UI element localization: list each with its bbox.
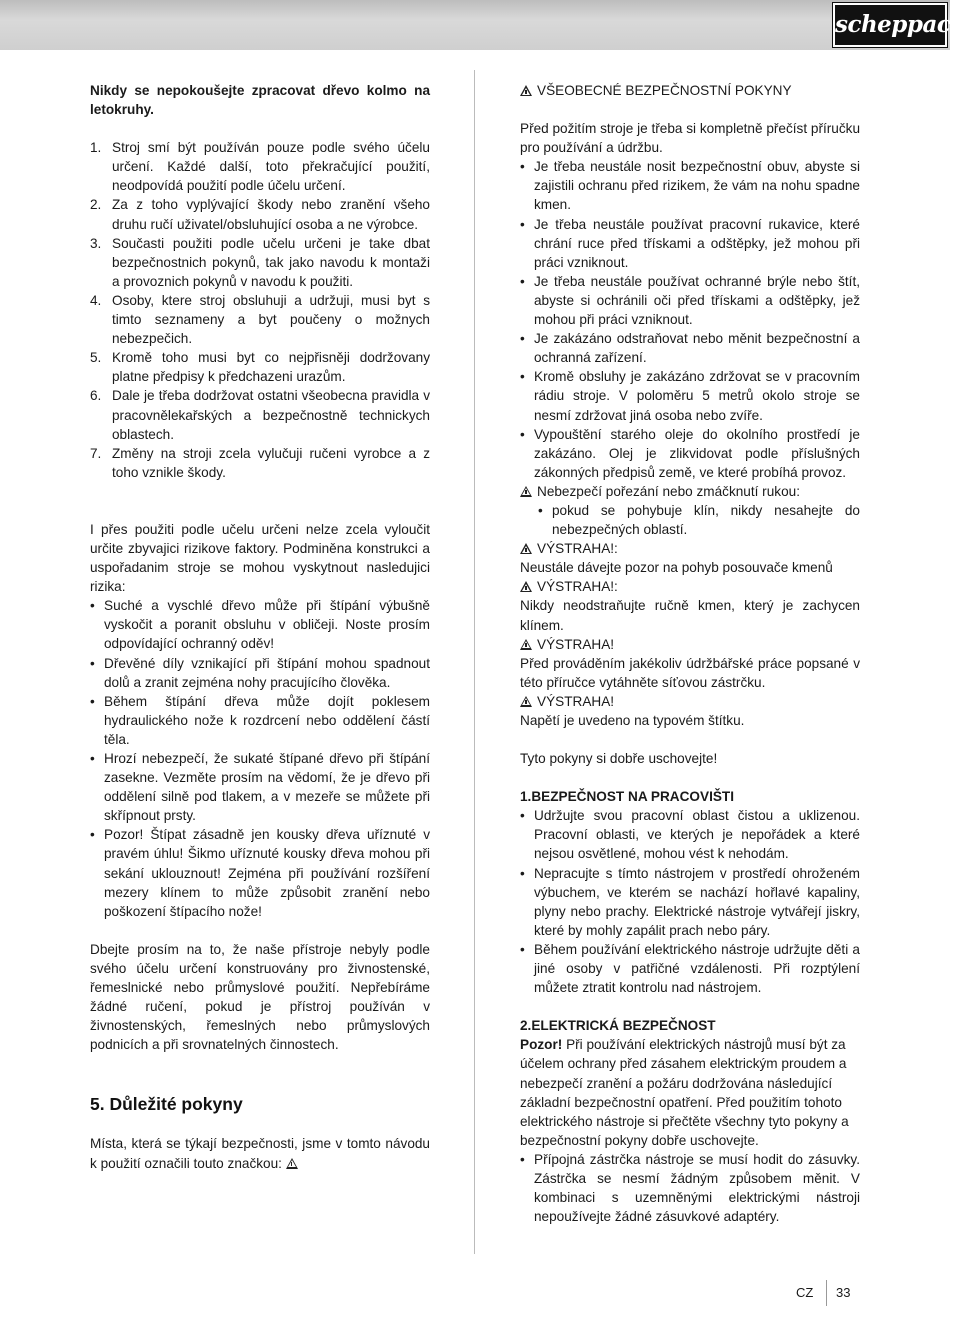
warning-triangle-icon	[520, 581, 532, 592]
cut-warning-list	[520, 501, 860, 539]
general-intro: Před požitím stroje je třeba si kompletně přečíst příručku pro používání a údržbu.	[520, 121, 860, 156]
list-item: • Přípojná zástrčka nástroje se musí hodit do zásuvky. Zástrčka se nesmí žádným způsobem měnit. V kombinaci s uzemněnými elektrickými nástroji nepoužívejte žádné zásuvkové adaptéry.	[520, 1150, 860, 1226]
header-bar	[0, 0, 967, 50]
footer-divider	[826, 1280, 827, 1306]
list-item: • Vypouštění starého oleje do okolního prostředí je zakázáno. Olej je zlikvidovat podle příslušných zákonných předpisů země, ve které probíhá provoz.	[520, 425, 860, 482]
warning-text: Před prováděním jakékoliv údržbářské práce popsané v této příručce vytáhněte síťovou zástrčku.	[520, 655, 860, 690]
warning-triangle-icon	[520, 486, 532, 497]
warning-text: Napětí je uvedeno na typovém štítku.	[520, 713, 745, 728]
page-number: 33	[836, 1285, 851, 1300]
list-item: 7. Změny na stroji zcela vylučuji ručeni vyrobce a z toho vznikle škody.	[90, 445, 430, 480]
column-divider	[474, 70, 475, 1254]
numbered-list	[90, 138, 430, 482]
list-item: • pokud se pohybuje klín, nikdy nesahejte do nebezpečných oblastí.	[520, 501, 860, 539]
list-item: • Nepracujte s tímto nástrojem v prostředí ohroženém výbuchem, ve kterém se nachází hořlavé kapaliny, plyny nebo prachy. Elektrické nástroje vytvářejí jiskry, které by mohly zapálit prach nebo páry.	[520, 864, 860, 940]
commercial-use-note: Dbejte prosím na to, že naše přístroje nebyly podle svého účelu určení konstruovány pro živnostenské, řemeslnické nebo průmyslové použití. Nepřebíráme žádné ručení, pokud je přístroj používán v živnostenských, řemeslných nebo průmyslových podnicích a při srovnatelných činnostech.	[90, 941, 430, 1053]
list-item: • Během štípání dřeva může dojít poklesem hydraulického nože k rozdrcení nebo oddělení částí těla.	[90, 692, 430, 749]
warning-label: VÝSTRAHA!:	[520, 539, 860, 558]
list-item: • Udržujte svou pracovní oblast čistou a uklizenou. Pracovní oblasti, ve kterých je nepořádek a které nejsou osvětlené, mohou vést k nehodám.	[520, 806, 860, 863]
general-safety-heading: VŠEOBECNÉ BEZPEČNOSTNÍ POKYNY	[520, 81, 860, 100]
workplace-safety-list	[520, 806, 860, 997]
residual-risks-list	[90, 596, 430, 921]
warning-label: VÝSTRAHA!:	[520, 577, 860, 596]
list-item: 6. Dale je třeba dodržovat ostatni všeobecna pravidla v pracovnělekařských a bezpečnostně technickych oblastech.	[90, 388, 430, 442]
list-item: • Kromě obsluhy je zakázáno zdržovat se v pracovním rádiu stroje. V poloměru 5 metrů okolo stroje se nesmí zdržovat jiná osoba nebo zvíře.	[520, 367, 860, 424]
list-item: 4. Osoby, ktere stroj obsluhuji a udržuji, musi byt s timto seznameny a byt poučeny o možnych nebezpečich.	[90, 292, 430, 347]
warning-triangle-icon	[286, 1158, 298, 1169]
list-item: • Je třeba neustále nosit bezpečnostní obuv, abyste si zajistili ochranu před rizikem, že vám na nohu spadne kmen.	[520, 157, 860, 214]
list-item: 1. Stroj smí být používán pouze podle svého účelu určení. Každé další, toto překračující použití, neodpovídá použití podle účelu určení.	[90, 140, 430, 194]
residual-risks-intro: I přes použiti podle učelu určeni nelze zcela vyloučit určite zbyvajici rizikove faktory. Podminěna konstrukci a uspořadanim stroje se mohou vyskytnout nasledujici rizika:	[90, 521, 430, 595]
right-column	[520, 81, 860, 1226]
electrical-safety-list	[520, 1150, 860, 1226]
section-heading: 2.ELEKTRICKÁ BEZPEČNOST	[520, 1018, 716, 1034]
brand-logo: scheppach	[833, 3, 947, 47]
list-item: 5. Kromě toho musi byt co nejpřisněji dodržovany platne předpisy k předchazeni urazům.	[90, 350, 430, 385]
list-item: • Je třeba neustále používat pracovní rukavice, které chrání ruce před třískami a odštěpky, jež mohou při práci vzniknout.	[520, 215, 860, 272]
left-column	[90, 81, 430, 1173]
warning-triangle-icon	[520, 696, 532, 707]
warning-triangle-icon	[520, 543, 532, 554]
section-heading: 1.BEZPEČNOST NA PRACOVIŠTI	[520, 789, 735, 805]
list-item: • Je zakázáno odstraňovat nebo měnit bezpečnostní a ochranná zařízení.	[520, 329, 860, 367]
symbol-note: Místa, která se týkají bezpečnosti, jsme v tomto návodu k použití označili touto značkou:	[90, 1136, 430, 1171]
list-item: 3. Současti použiti podle učelu určeni je take dbat bezpečnostnich pokynů, tak jako navodu k montaži a provoznich pokynů v navodu k použiti.	[90, 235, 430, 289]
list-item: • Během používání elektrického nástroje udržujte děti a jiné osoby v patřičné vzdálenosti. Při rozptýlení můžete ztratit kontrolu nad nástrojem.	[520, 940, 860, 997]
electrical-intro: Pozor! Při používání elektrických nástrojů musí být za účelem ochrany před zásahem elektrickým proudem a nebezpečí zranění a požáru dodržována následující základní bezpečnostní opatření. Před použitím tohoto elektrického nástroje si přečtěte všechny tyto pokyny a bezpečnostní pokyny dobře uschovejte.	[520, 1037, 849, 1148]
warning-label: VÝSTRAHA!	[520, 692, 860, 711]
general-safety-list	[520, 157, 860, 482]
warning-label: VÝSTRAHA!	[520, 635, 860, 654]
list-item: • Je třeba neustále používat ochranné brýle nebo štít, abyste si ochránili oči před třískami a odštěpky, jež mohou při práci vzniknout.	[520, 272, 860, 329]
intro-warning: Nikdy se nepokoušejte zpracovat dřevo kolmo na letokruhy.	[90, 83, 430, 118]
list-item: • Hrozí nebezpečí, že sukaté štípané dřevo při štípání zasekne. Vezměte prosím na vědomí, že je dřevo při oddělení silně pod tlakem, a v mezeře se můžete při skřípnout prsty.	[90, 749, 430, 825]
keep-instructions: Tyto pokyny si dobře uschovejte!	[520, 751, 718, 767]
list-item: • Pozor! Štípat zásadně jen kousky dřeva uříznuté v pravém úhlu! Šikmo uříznuté kousky dřeva mohou při sekání uklouznout! Zejména při používání rozšíření mezery klínem to může způsobit zranění nebo poškození štípacího nože!	[90, 825, 430, 920]
section-heading: 5. Důležité pokyny	[90, 1094, 243, 1115]
cut-warning: Nebezpečí pořezání nebo zmáčknutí rukou:	[520, 482, 860, 501]
warning-text: Neustále dávejte pozor na pohyb posouvače kmenů	[520, 560, 833, 576]
list-item: • Suché a vyschlé dřevo může při štípání výbušně vyskočit a poranit obsluhu v obličeji. Noste prosím odpovídající ochranný oděv!	[90, 596, 430, 653]
list-item: 2. Za z toho vyplývající škody nebo zranění všeho druhu ručí uživatel/obsluhující osoba a ne výrobce.	[90, 197, 430, 232]
warning-triangle-icon	[520, 639, 532, 650]
list-item: • Dřevěné díly vznikající při štípání mohou spadnout dolů a zranit zejména nohy pracujícího člověka.	[90, 654, 430, 692]
warning-triangle-icon	[520, 85, 532, 96]
language-code: CZ	[796, 1285, 814, 1300]
warning-text: Nikdy neodstraňujte ručně kmen, který je zachycen klínem.	[520, 598, 860, 633]
